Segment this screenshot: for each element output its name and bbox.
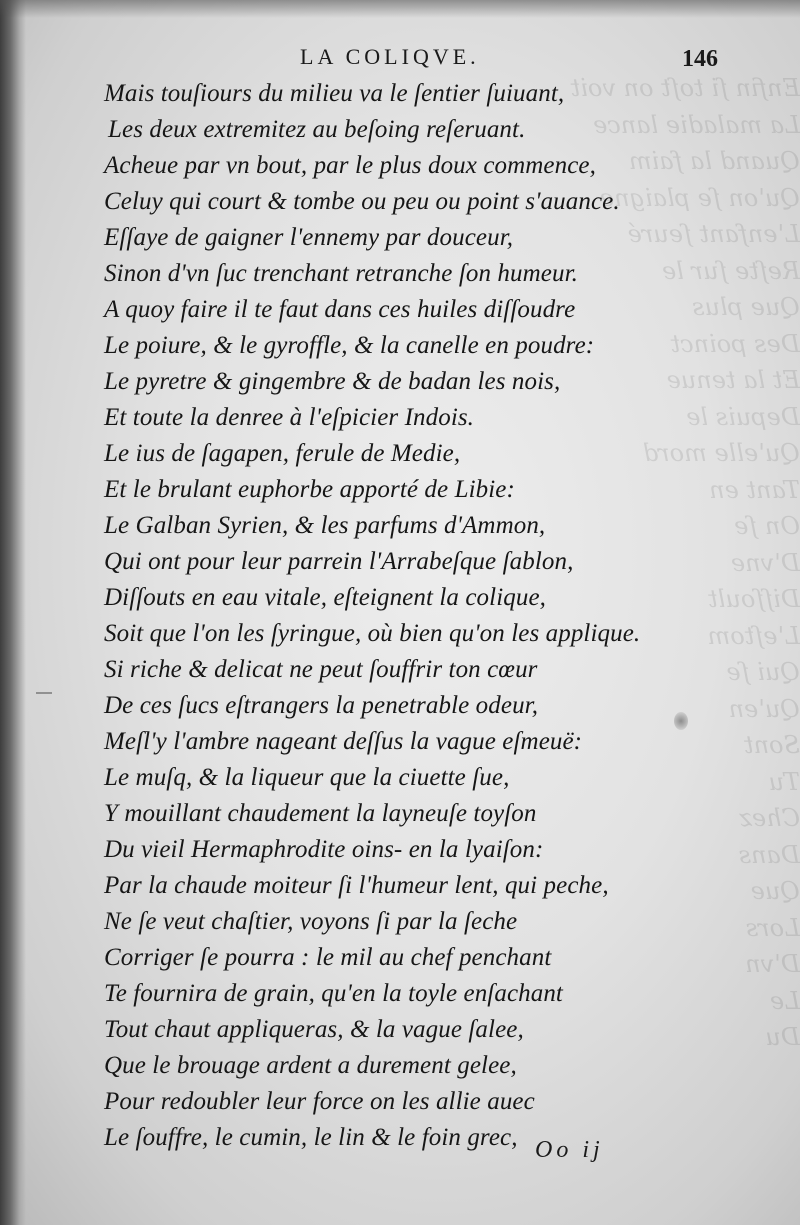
margin-mark [36, 692, 52, 694]
verse-line: Mais touſiours du milieu va le ſentier ſuiuant, [104, 80, 565, 107]
verse-line: Le Galban Syrien, & les parfums d'Ammon, [104, 512, 546, 539]
verse-line: Y mouillant chaudement la layneuſe toyſon [104, 800, 537, 827]
verse-line: Le muſq, & la liqueur que la ciuette ſue, [104, 764, 510, 791]
verse-line: Eſſaye de gaigner l'ennemy par douceur, [104, 224, 514, 251]
verse-line: Sinon d'vn ſuc trenchant retranche ſon humeur. [104, 260, 578, 287]
verse-line: A quoy faire il te faut dans ces huiles diſſoudre [104, 296, 576, 323]
verse-line: Celuy qui court & tombe ou peu ou point s'auance. [104, 188, 620, 215]
verse-line: Le poiure, & le gyroffle, & la canelle en poudre: [104, 332, 595, 359]
verse-line: Soit que l'on les ſyringue, où bien qu'on les applique. [104, 620, 641, 647]
verse-line: Acheue par vn bout, par le plus doux commence, [104, 152, 596, 179]
ink-speck [674, 712, 688, 730]
verse-line: Qui ont pour leur parrein l'Arrabeſque ſablon, [104, 548, 574, 575]
verse-line: Le ius de ſagapen, ferule de Medie, [104, 440, 461, 467]
verse-line: Que le brouage ardent a durement gelee, [104, 1052, 517, 1079]
verse-line: Tout chaut appliqueras, & la vague ſalee, [104, 1016, 524, 1043]
verse-line: Meſl'y l'ambre nageant deſſus la vague eſmeuë: [104, 728, 583, 755]
verse-line: Diſſouts en eau vitale, eſteignent la colique, [104, 584, 546, 611]
verse-line: Et le brulant euphorbe apporté de Libie: [104, 476, 515, 503]
verse-line: Du vieil Hermaphrodite oins- en la lyaiſon: [104, 836, 544, 863]
verse-line: Par la chaude moiteur ſi l'humeur lent, qui peche, [104, 872, 609, 899]
running-head: LA COLIQVE. [300, 44, 480, 69]
verse-line: Pour redoubler leur force on les allie auec [104, 1088, 535, 1115]
binding-shadow [0, 0, 26, 1225]
verse-line: Si riche & delicat ne peut ſouffrir ton cœur [104, 656, 538, 683]
page-number: 146 [682, 46, 718, 72]
verse-line: Le pyretre & gingembre & de badan les nois, [104, 368, 561, 395]
facing-page-bleed-through: Enfin ſi toſt on voit La maladie lance Quand la faim Qu'on ſe plaigne L'enfant ſeuré Reſte ſur le Que plus Des poinct Et la tenue Depuis le Qu'elle mord Tant en On ſe D'vne Diſſoult L'eſtom Qui ſe Qu'en Sont Tu Chez Dans Que Lors D'vn Le Du [570, 74, 800, 1051]
verse-line: De ces ſucs eſtrangers la penetrable odeur, [104, 692, 539, 719]
verse-line: Ne ſe veut chaſtier, voyons ſi par la ſeche [104, 908, 518, 935]
verse-line: Le ſouffre, le cumin, le lin & le foin grec, [104, 1124, 518, 1151]
top-edge-shadow [0, 0, 800, 18]
verse-line: Te fournira de grain, qu'en la toyle enſachant [104, 980, 563, 1007]
verse-line: Les deux extremitez au beſoing reſeruant. [108, 116, 526, 143]
verse-line: Corriger ſe pourra : le mil au chef penchant [104, 944, 552, 971]
signature-mark: Oo ij [535, 1137, 604, 1163]
verse-line: Et toute la denree à l'eſpicier Indois. [104, 404, 475, 431]
